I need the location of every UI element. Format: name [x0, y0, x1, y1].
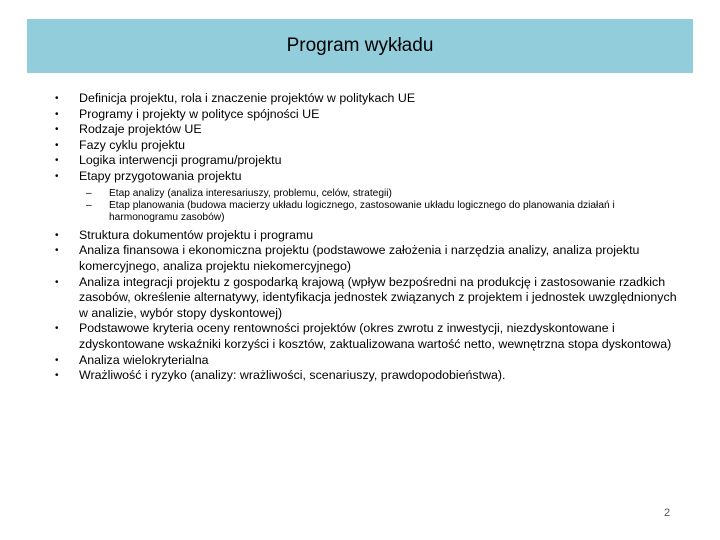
bullet-icon: •: [55, 93, 59, 104]
bullet-icon: •: [55, 323, 59, 335]
bullet-icon: •: [55, 155, 59, 167]
bullet-item: [55, 228, 685, 244]
sub-bullet-item: [55, 200, 685, 225]
bullet-list-bottom: [55, 228, 685, 384]
bullet-item: [55, 275, 685, 322]
bullet-text: Etapy przygotowania projektu: [79, 168, 242, 183]
bullet-text: Analiza wielokryterialna: [79, 352, 209, 367]
bullet-text: Definicja projektu, rola i znaczenie projektów w politykach UE: [79, 91, 416, 105]
bullet-item: [55, 122, 685, 138]
dash-icon: –: [86, 199, 92, 211]
bullet-icon: •: [55, 139, 59, 151]
bullet-item: [55, 153, 685, 169]
bullet-icon: •: [55, 276, 59, 288]
bullet-icon: •: [55, 245, 59, 257]
sub-bullet-text: Etap analizy (analiza interesariuszy, problemu, celów, strategii): [109, 187, 392, 199]
bullet-text: Fazy cyklu projektu: [79, 137, 186, 152]
bullet-text: Programy i projekty w polityce spójności UE: [79, 106, 320, 121]
slide-title: Program wykładu: [286, 35, 434, 56]
bullet-item: [55, 368, 685, 384]
bullet-text: Analiza integracji projektu z gospodarką krajową (wpływ bezpośredni na produkcję i zastosowanie rzadkich zasobów, określenie alternatywy, identyfikacja jednostek związanych z projektem i jednostek uwzględnionych w analizie, wybór stopy dyskontowej): [79, 274, 677, 320]
bullet-icon: •: [55, 229, 59, 241]
dash-icon: –: [86, 187, 92, 199]
bullet-item: [55, 353, 685, 369]
bullet-list-top: [55, 91, 685, 185]
bullet-text: Analiza finansowa i ekonomiczna projektu (podstawowe założenia i narzędzia analizy, analiza projektu komercyjnego, analiza projektu niekomercyjnego): [79, 243, 640, 273]
sub-bullet-text: Etap planowania (budowa macierzy układu logicznego, zastosowanie układu logicznego do planowania działań i harmonogramu zasobów): [109, 199, 615, 224]
bullet-icon: •: [55, 170, 59, 182]
page-number: 2: [664, 507, 671, 519]
bullet-item: [55, 138, 685, 154]
bullet-item: [55, 91, 685, 107]
bullet-text: Struktura dokumentów projektu i programu: [79, 227, 314, 242]
bullet-text: Logika interwencji programu/projektu: [79, 153, 282, 168]
bullet-icon: •: [55, 108, 59, 120]
bullet-text: Wrażliwość i ryzyko (analizy: wrażliwości, scenariuszy, prawdopodobieństwa).: [79, 368, 506, 383]
sub-bullet-item: [55, 188, 685, 200]
bullet-text: Podstawowe kryteria oceny rentowności projektów (okres zwrotu z inwestycji, niezdyskontowane i zdyskontowane wskaźniki korzyści i kosztów, zaktualizowana wartość netto, wewnętrzna stopa dyskontowa): [79, 321, 672, 351]
lecture-outline: [55, 91, 685, 384]
title-bar: [27, 19, 693, 73]
sub-bullet-list: [55, 188, 685, 225]
bullet-text: Rodzaje projektów UE: [79, 122, 202, 137]
bullet-icon: •: [55, 370, 59, 382]
bullet-item: [55, 169, 685, 185]
bullet-icon: •: [55, 124, 59, 136]
bullet-item: [55, 321, 685, 352]
bullet-item: [55, 243, 685, 274]
bullet-icon: •: [55, 354, 59, 366]
bullet-item: [55, 107, 685, 123]
